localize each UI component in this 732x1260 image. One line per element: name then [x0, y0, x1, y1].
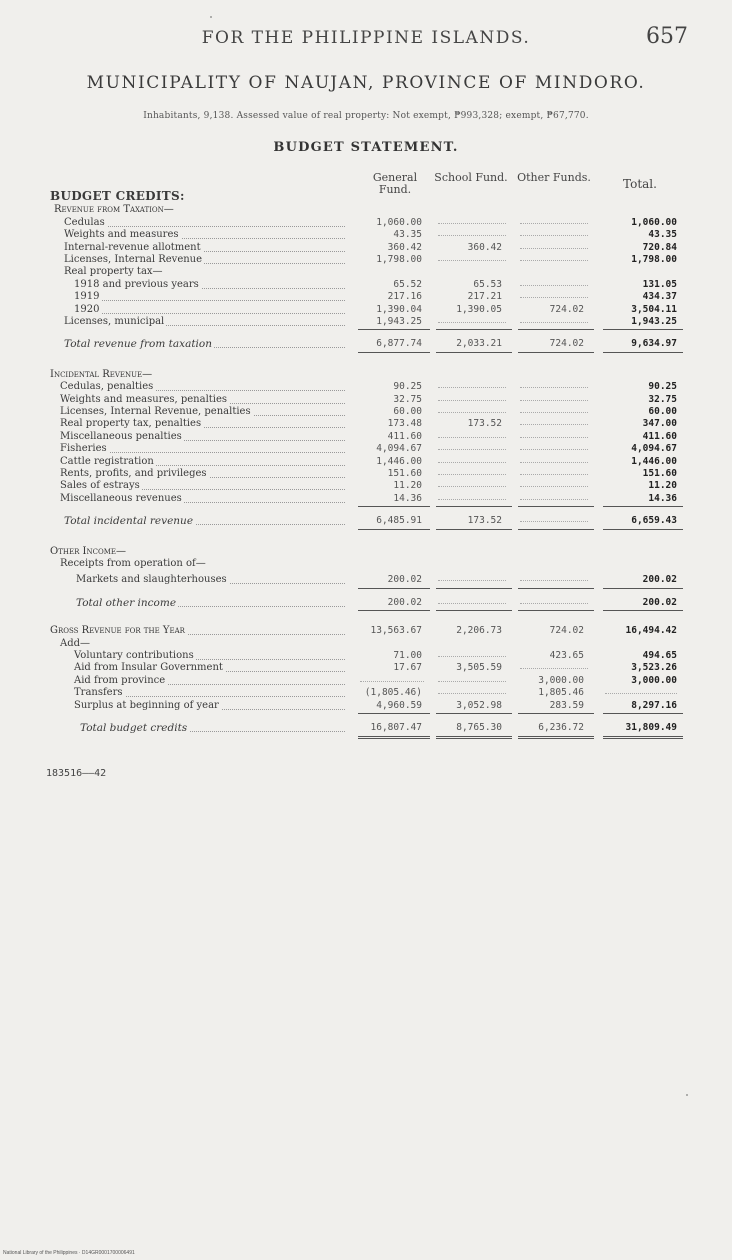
municipality-title: MUNICIPALITY OF NAUJAN, PROVINCE OF MINDORO. — [86, 73, 646, 93]
column-rule — [518, 713, 594, 714]
cell-general: 1,390.04 — [376, 303, 422, 315]
row-label — [50, 546, 128, 558]
row-label-text: Sales of estrays — [60, 480, 140, 492]
table-row — [0, 687, 732, 699]
cell-general: 200.02 — [387, 574, 422, 586]
empty-cell-dots — [438, 603, 506, 604]
row-label — [60, 558, 208, 570]
row-label-text: Voluntary contributions — [74, 650, 194, 661]
row-label-text: Other Income— — [50, 545, 126, 557]
cell-other: 6,236.72 — [538, 722, 584, 733]
empty-cell-dots — [438, 449, 506, 450]
cell-general: 200.02 — [387, 596, 422, 608]
cell-other: 724.02 — [549, 338, 584, 350]
cell-general: 1,798.00 — [376, 254, 422, 265]
table-row — [0, 662, 732, 674]
table-row — [0, 456, 732, 468]
row-label — [74, 675, 167, 687]
column-rule — [603, 329, 683, 330]
cell-total: 1,798.00 — [631, 254, 677, 265]
row-label — [60, 418, 203, 430]
row-label — [64, 254, 204, 266]
cell-total: 31,809.49 — [625, 722, 677, 733]
cell-general: 16,807.47 — [370, 722, 422, 733]
row-label-text: Receipts from operation of— — [60, 558, 206, 569]
row-label-text: Miscellaneous revenues — [60, 492, 182, 504]
row-label-text: Revenue from Taxation— — [54, 204, 174, 216]
cell-general: 43.35 — [393, 229, 422, 241]
cell-general: 1,446.00 — [376, 455, 422, 467]
row-label-text: Total other income — [76, 596, 177, 609]
empty-cell-dots — [438, 400, 506, 401]
cell-general: (1,805.46) — [364, 687, 422, 699]
cell-general: 90.25 — [393, 381, 422, 393]
empty-cell-dots — [520, 223, 588, 224]
empty-cell-dots — [520, 486, 588, 487]
column-rule — [518, 352, 594, 353]
table-row — [0, 338, 732, 350]
cell-general: 4,094.67 — [376, 443, 422, 455]
column-rule — [358, 352, 430, 353]
cell-general: 60.00 — [393, 406, 422, 417]
cell-general: 1,060.00 — [376, 216, 422, 228]
column-rule — [436, 529, 512, 530]
table-row — [0, 515, 732, 527]
row-label — [74, 650, 196, 662]
cell-general: 4,960.59 — [376, 699, 422, 711]
cell-general: 71.00 — [393, 650, 422, 661]
row-label — [74, 304, 101, 316]
cell-total: 16,494.42 — [625, 625, 677, 637]
row-label-text: Fisheries — [60, 443, 107, 455]
cell-general: 6,877.74 — [376, 338, 422, 350]
row-label-text: Weights and measures — [64, 229, 179, 241]
cell-total: 6,659.43 — [631, 515, 677, 527]
empty-cell-dots — [438, 486, 506, 487]
empty-cell-dots — [520, 521, 588, 522]
row-label — [60, 443, 109, 455]
row-label-text: Real property tax, penalties — [60, 418, 202, 430]
table-row — [0, 254, 732, 266]
dot-leader — [74, 288, 345, 301]
empty-cell-dots — [520, 603, 588, 604]
footer-code: 183516——42 — [46, 768, 107, 779]
table-row — [0, 700, 732, 712]
cell-general: 360.42 — [387, 241, 422, 253]
row-label — [54, 204, 176, 216]
table-row — [0, 279, 732, 291]
column-rule — [603, 352, 683, 353]
empty-cell-dots — [520, 248, 588, 249]
table-row — [0, 675, 732, 687]
table-row — [0, 381, 732, 393]
table-row — [0, 722, 732, 734]
column-rule — [518, 506, 594, 507]
cell-total: 11.20 — [648, 480, 677, 492]
empty-cell-dots — [438, 322, 506, 323]
cell-other: 283.59 — [549, 699, 584, 711]
row-label — [50, 190, 187, 202]
row-label-text: 1919 — [74, 291, 100, 303]
column-rule — [358, 329, 430, 330]
row-label — [60, 394, 229, 406]
cell-school: 3,052.98 — [456, 699, 502, 711]
table-row — [0, 558, 732, 570]
row-label-text: Total revenue from taxation — [64, 338, 212, 351]
running-head: FOR THE PHILIPPINE ISLANDS. — [201, 28, 531, 48]
column-rule — [358, 610, 430, 611]
cell-general: 6,485.91 — [376, 515, 422, 527]
row-label — [74, 291, 101, 303]
cell-total: 151.60 — [642, 468, 677, 479]
row-label — [60, 456, 156, 468]
row-label-text: Internal-revenue allotment — [64, 241, 201, 253]
column-header-other-funds: Other Funds. — [517, 171, 591, 184]
table-row — [0, 189, 732, 204]
table-row — [0, 242, 732, 254]
cell-total: 347.00 — [642, 418, 677, 430]
empty-cell-dots — [438, 580, 506, 581]
cell-total: 90.25 — [648, 381, 677, 393]
empty-cell-dots — [438, 412, 506, 413]
empty-cell-dots — [520, 474, 588, 475]
row-label-text: Licenses, Internal Revenue, penalties — [60, 406, 251, 417]
row-label-text: Transfers — [74, 687, 123, 699]
column-rule — [518, 588, 594, 589]
empty-cell-dots — [438, 462, 506, 463]
table-row — [0, 650, 732, 662]
row-label — [64, 242, 203, 254]
table-row — [0, 204, 732, 216]
table-row — [0, 229, 732, 241]
column-rule — [436, 588, 512, 589]
cell-school: 173.52 — [467, 418, 502, 430]
table-row — [0, 266, 732, 278]
cell-total: 3,504.11 — [631, 303, 677, 315]
table-row — [0, 625, 732, 637]
column-rule — [603, 713, 683, 714]
column-rule — [436, 506, 512, 507]
cell-total: 8,297.16 — [631, 699, 677, 711]
row-label — [74, 687, 125, 699]
empty-cell-dots — [438, 260, 506, 261]
page-number: 657 — [646, 24, 688, 49]
row-label — [64, 266, 165, 278]
empty-cell-dots — [520, 424, 588, 425]
cell-school: 2,206.73 — [456, 625, 502, 637]
cell-general: 65.52 — [393, 278, 422, 290]
cell-total: 32.75 — [648, 393, 677, 405]
table-row — [0, 431, 732, 443]
row-label-text: Licenses, municipal — [64, 316, 165, 327]
empty-cell-dots — [438, 499, 506, 500]
column-rule — [436, 352, 512, 353]
cell-total: 1,943.25 — [631, 316, 677, 327]
cell-total: 1,446.00 — [631, 455, 677, 467]
cell-total: 4,094.67 — [631, 443, 677, 455]
cell-total: 200.02 — [642, 596, 677, 608]
column-rule — [358, 713, 430, 714]
row-label-text: Rents, profits, and privileges — [60, 468, 207, 479]
cell-total: 434.37 — [642, 291, 677, 303]
table-row — [0, 468, 732, 480]
row-label — [60, 468, 209, 480]
cell-total: 200.02 — [642, 574, 677, 586]
cell-general: 217.16 — [387, 291, 422, 303]
row-label-text: Miscellaneous penalties — [60, 430, 182, 442]
cell-general: 32.75 — [393, 393, 422, 405]
table-row — [0, 394, 732, 406]
row-label-text: Total incidental revenue — [64, 515, 194, 528]
row-label-text: Gross Revenue for the Year — [50, 625, 185, 637]
row-label — [64, 338, 214, 350]
row-label-text: Aid from Insular Government — [74, 662, 223, 674]
empty-cell-dots — [520, 668, 588, 669]
row-label — [76, 597, 178, 609]
empty-cell-dots — [438, 235, 506, 236]
cell-school: 2,033.21 — [456, 338, 502, 350]
row-label-text: Markets and slaughterhouses — [76, 574, 227, 586]
row-label — [60, 638, 92, 650]
empty-cell-dots — [520, 322, 588, 323]
column-rule — [358, 588, 430, 589]
empty-cell-dots — [520, 387, 588, 388]
empty-cell-dots — [520, 580, 588, 581]
empty-cell-dots — [520, 285, 588, 286]
table-row — [0, 493, 732, 505]
row-label — [74, 662, 225, 674]
column-rule — [436, 329, 512, 330]
empty-cell-dots — [520, 499, 588, 500]
cell-general: 17.67 — [393, 662, 422, 674]
column-rule — [358, 506, 430, 507]
table-row — [0, 480, 732, 492]
table-row — [0, 316, 732, 328]
row-label — [50, 625, 187, 637]
row-label — [64, 229, 181, 241]
row-label — [60, 493, 184, 505]
row-label — [60, 431, 184, 443]
dot-leader — [74, 301, 345, 314]
row-label-text: Surplus at beginning of year — [74, 699, 219, 711]
table-row — [0, 597, 732, 609]
cell-school: 3,505.59 — [456, 662, 502, 674]
cell-general: 1,943.25 — [376, 316, 422, 327]
column-header-school-fund: School Fund. — [434, 171, 508, 184]
cell-general: 411.60 — [387, 430, 422, 442]
cell-total: 131.05 — [642, 278, 677, 290]
row-label-text: Cattle registration — [60, 455, 154, 467]
budget-statement-title: BUDGET STATEMENT. — [273, 140, 459, 155]
cell-total: 494.65 — [642, 650, 677, 661]
cell-total: 3,523.26 — [631, 662, 677, 674]
table-row — [0, 546, 732, 558]
table-row — [0, 406, 732, 418]
cell-school: 360.42 — [467, 241, 502, 253]
cell-school: 1,390.05 — [456, 303, 502, 315]
row-label — [60, 480, 142, 492]
row-label-text: Weights and measures, penalties — [60, 393, 228, 405]
cell-other: 724.02 — [549, 303, 584, 315]
row-label — [60, 406, 253, 418]
table-row — [0, 418, 732, 430]
double-rule — [518, 736, 594, 739]
column-header-general-fund: General Fund. — [372, 171, 418, 196]
empty-cell-dots — [520, 297, 588, 298]
cell-other: 423.65 — [549, 650, 584, 661]
cell-school: 8,765.30 — [456, 722, 502, 733]
row-label — [76, 574, 229, 586]
row-label — [80, 722, 189, 734]
row-label-text: BUDGET CREDITS: — [50, 189, 185, 203]
double-rule — [436, 736, 512, 739]
double-rule — [358, 736, 430, 739]
cell-total: 60.00 — [648, 406, 677, 417]
double-rule — [603, 736, 683, 739]
empty-cell-dots — [438, 223, 506, 224]
row-label — [74, 279, 201, 291]
empty-cell-dots — [438, 681, 506, 682]
row-label-text: 1920 — [74, 303, 100, 315]
row-label — [60, 381, 155, 393]
row-label — [64, 515, 195, 527]
empty-cell-dots — [438, 693, 506, 694]
column-rule — [603, 588, 683, 589]
column-rule — [436, 610, 512, 611]
cell-other: 724.02 — [549, 625, 584, 637]
cell-total: 720.84 — [642, 241, 677, 253]
table-row — [0, 369, 732, 381]
empty-cell-dots — [520, 412, 588, 413]
library-note: National Library of the Philippines · D14GR0001700006491 — [3, 1250, 135, 1256]
column-rule — [603, 529, 683, 530]
cell-total: 3,000.00 — [631, 674, 677, 686]
row-label — [64, 217, 107, 229]
empty-cell-dots — [438, 437, 506, 438]
column-rule — [436, 713, 512, 714]
cell-school: 217.21 — [467, 291, 502, 303]
inhabitants-line: Inhabitants, 9,138. Assessed value of real property: Not exempt, ₱993,328; exempt, ₱67,770. — [143, 111, 589, 121]
empty-cell-dots — [605, 693, 677, 694]
empty-cell-dots — [520, 400, 588, 401]
empty-cell-dots — [520, 260, 588, 261]
cell-general: 173.48 — [387, 418, 422, 430]
column-rule — [518, 610, 594, 611]
row-label-text: Cedulas, penalties — [60, 381, 154, 393]
cell-general: 151.60 — [387, 468, 422, 479]
cell-school: 173.52 — [467, 515, 502, 527]
cell-total: 411.60 — [642, 430, 677, 442]
column-rule — [358, 529, 430, 530]
empty-cell-dots — [520, 235, 588, 236]
row-label-text: Incidental Revenue— — [50, 368, 153, 380]
empty-cell-dots — [360, 681, 424, 682]
cell-total: 1,060.00 — [631, 216, 677, 228]
empty-cell-dots — [438, 387, 506, 388]
empty-cell-dots — [438, 656, 506, 657]
row-label-text: Add— — [60, 637, 91, 649]
table-row — [0, 574, 732, 586]
cell-general: 14.36 — [393, 492, 422, 504]
column-header-total: Total. — [623, 177, 657, 191]
column-rule — [603, 506, 683, 507]
paper-speck — [210, 16, 212, 18]
column-rule — [518, 529, 594, 530]
cell-general: 11.20 — [393, 480, 422, 492]
column-rule — [603, 610, 683, 611]
cell-total: 43.35 — [648, 229, 677, 241]
row-label — [50, 369, 154, 381]
empty-cell-dots — [520, 449, 588, 450]
row-label-text: Aid from province — [74, 674, 166, 686]
row-label-text: Cedulas — [64, 216, 105, 228]
row-label — [64, 316, 166, 328]
cell-general: 13,563.67 — [370, 625, 422, 637]
cell-other: 3,000.00 — [538, 674, 584, 686]
column-rule — [518, 329, 594, 330]
row-label-text: Total budget credits — [80, 722, 188, 734]
cell-other: 1,805.46 — [538, 687, 584, 699]
cell-total: 9,634.97 — [631, 338, 677, 350]
empty-cell-dots — [520, 437, 588, 438]
cell-school: 65.53 — [473, 278, 502, 290]
row-label — [74, 700, 221, 712]
paper-speck — [686, 1094, 688, 1096]
row-label-text: 1918 and previous years — [74, 278, 199, 290]
empty-cell-dots — [438, 474, 506, 475]
cell-total: 14.36 — [648, 492, 677, 504]
row-label-text: Licenses, Internal Revenue — [64, 254, 203, 265]
empty-cell-dots — [520, 462, 588, 463]
row-label-text: Real property tax— — [64, 266, 163, 278]
